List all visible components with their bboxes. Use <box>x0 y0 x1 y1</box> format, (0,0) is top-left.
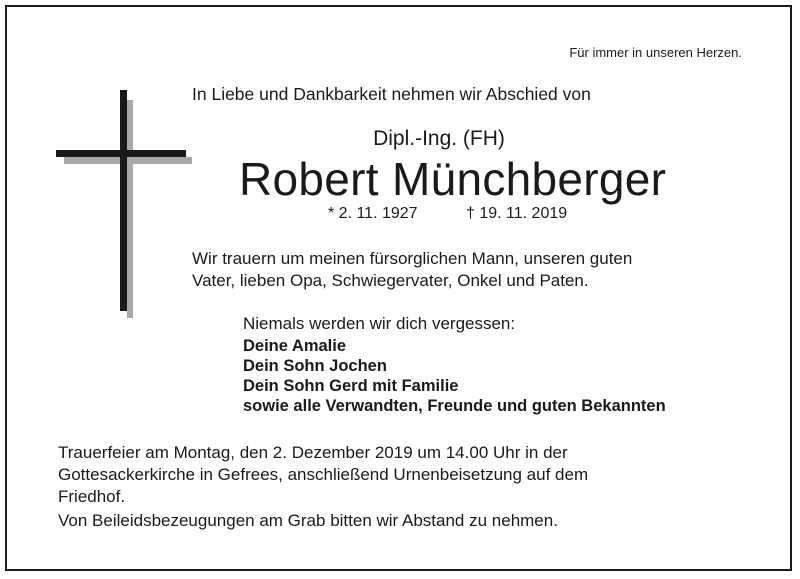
signer: Deine Amalie <box>243 337 347 355</box>
cross-shadow-horizontal <box>64 157 192 164</box>
cross-horizontal-beam <box>56 150 186 157</box>
birth-date: * 2. 11. 1927 <box>328 205 418 222</box>
death-date: † 19. 11. 2019 <box>466 205 568 222</box>
signer: Dein Sohn Gerd mit Familie <box>243 377 459 395</box>
mourning-line: Wir trauern um meinen fürsorglichen Mann, unseren guten <box>192 249 633 268</box>
signer: Dein Sohn Jochen <box>243 357 387 375</box>
funeral-notice-line: Gottesackerkirche in Gefrees, anschließend Urnenbeisetzung auf dem <box>58 465 589 484</box>
intro-text: In Liebe und Dankbarkeit nehmen wir Abschied von <box>192 84 591 104</box>
motto-text: Für immer in unseren Herzen. <box>569 45 742 60</box>
cross-vertical-beam <box>120 90 127 311</box>
signer: sowie alle Verwandten, Freunde und guten Bekannten <box>243 397 666 415</box>
closing-request: Von Beileidsbezeugungen am Grab bitten wir Abstand zu nehmen. <box>58 511 558 530</box>
signers-list <box>243 336 666 416</box>
life-dates <box>328 205 567 223</box>
funeral-notice <box>58 442 588 508</box>
mourning-text <box>192 248 632 292</box>
cross-icon <box>56 90 192 318</box>
deceased-name: Robert Münchberger <box>239 153 667 205</box>
funeral-notice-line: Friedhof. <box>58 487 126 506</box>
academic-title: Dipl.-Ing. (FH) <box>373 127 505 150</box>
funeral-notice-line: Trauerfeier am Montag, den 2. Dezember 2019 um 14.00 Uhr in der <box>58 443 568 462</box>
mourning-line: Vater, lieben Opa, Schwiegervater, Onkel und Paten. <box>192 271 589 290</box>
never-forget-text: Niemals werden wir dich vergessen: <box>243 314 516 333</box>
